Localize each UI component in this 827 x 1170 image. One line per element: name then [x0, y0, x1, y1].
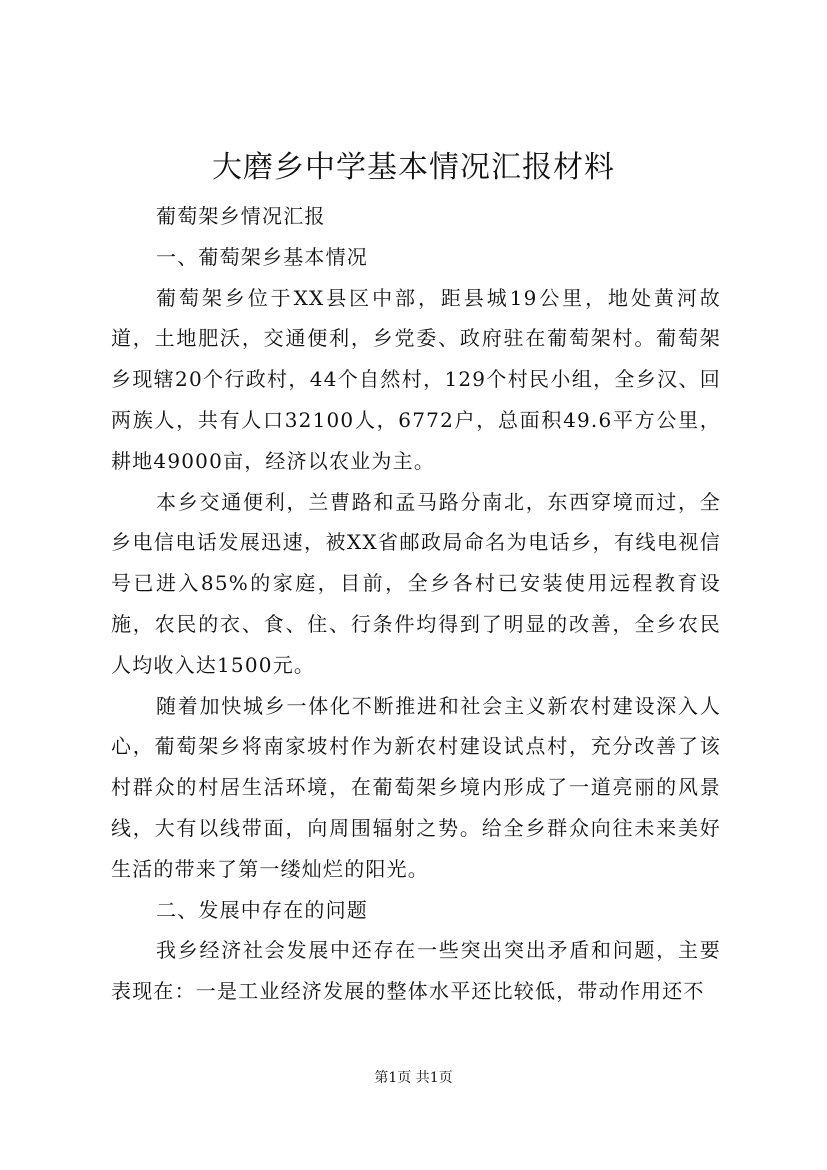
- paragraph: 葡萄架乡位于XX县区中部，距县城19公里，地处黄河故道，土地肥沃，交通便利，乡党委、政府驻在葡萄架村。葡萄架乡现辖20个行政村，44个自然村，129个村民小组，全乡汉、回两族人，共有人口32100人，6772户，总面积49.6平方公里，耕地49000亩，经济以农业为主。: [111, 285, 721, 473]
- paragraph: 本乡交通便利，兰曹路和孟马路分南北，东西穿境而过，全乡电信电话发展迅速，被XX省邮政局命名为电话乡，有线电视信号已进入85%的家庭，目前，全乡各村已安装使用远程教育设施，农民的衣、食、住、行条件均得到了明显的改善，全乡农民人均收入达1500元。: [111, 489, 721, 677]
- page-footer: 第1页 共1页: [374, 1070, 453, 1086]
- paragraph: 随着加快城乡一体化不断推进和社会主义新农村建设深入人心，葡萄架乡将南家坡村作为新农村建设试点村，充分改善了该村群众的村居生活环境，在葡萄架乡境内形成了一道亮丽的风景线，大有以线带面，向周围辐射之势。给全乡群众向往未来美好生活的带来了第一缕灿烂的阳光。: [111, 693, 721, 881]
- document-body: [111, 196, 721, 1012]
- paragraph-heading: 葡萄架乡情况汇报: [156, 204, 326, 228]
- document-title: 大磨乡中学基本情况汇报材料: [212, 150, 615, 185]
- section-heading-2: 二、发展中存在的问题: [156, 897, 368, 922]
- paragraph: 我乡经济社会发展中还存在一些突出突出矛盾和问题，主要表现在：一是工业经济发展的整体水平还比较低，带动作用还不: [111, 938, 721, 1004]
- section-heading-1: 一、葡萄架乡基本情况: [156, 244, 368, 269]
